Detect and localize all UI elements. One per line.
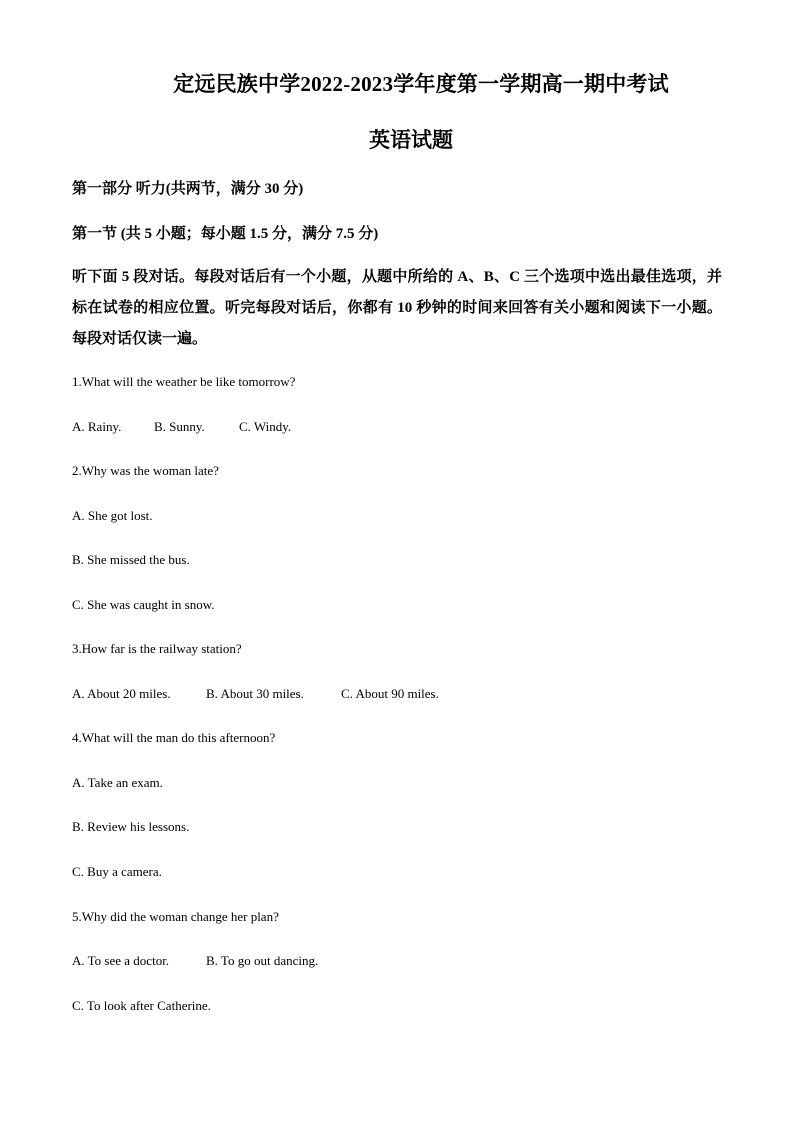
- question-4-option-c[interactable]: C. Buy a camera.: [72, 864, 162, 879]
- question-5-stem: 5.Why did the woman change her plan?: [72, 909, 279, 924]
- question-2-option-a[interactable]: A. She got lost.: [72, 508, 153, 523]
- question-5-options: [72, 953, 318, 969]
- listening-instructions: 听下面 5 段对话。每段对话后有一个小题，从题中所给的 A、B、C 三个选项中选出最佳选项，并标在试卷的相应位置。听完每段对话后，你都有 10 秒钟的时间来回答有关小题和阅读下一小题。每段对话仅读一遍。: [72, 269, 722, 347]
- question-3-stem: 3.How far is the railway station?: [72, 641, 242, 656]
- question-5-option-b[interactable]: B. To go out dancing.: [206, 953, 319, 968]
- question-4-option-a[interactable]: A. Take an exam.: [72, 775, 163, 790]
- question-1-option-b[interactable]: B. Sunny.: [154, 419, 205, 434]
- exam-title: 定远民族中学2022-2023学年度第一学期高一期中考试: [173, 72, 669, 96]
- question-2-option-c[interactable]: C. She was caught in snow.: [72, 597, 215, 612]
- question-1-option-a[interactable]: A. Rainy.: [72, 419, 122, 434]
- question-2-stem: 2.Why was the woman late?: [72, 463, 219, 478]
- question-4-option-b[interactable]: B. Review his lessons.: [72, 819, 190, 834]
- question-2-option-b[interactable]: B. She missed the bus.: [72, 552, 190, 567]
- exam-subtitle: 英语试题: [369, 128, 453, 152]
- question-3-options: [72, 686, 439, 702]
- question-1-options: [72, 419, 291, 435]
- question-1-option-c[interactable]: C. Windy.: [239, 419, 292, 434]
- question-1-stem: 1.What will the weather be like tomorrow?: [72, 374, 296, 389]
- section-heading: 第一节 (共 5 小题；每小题 1.5 分，满分 7.5 分): [72, 226, 379, 242]
- question-4-stem: 4.What will the man do this afternoon?: [72, 730, 276, 745]
- part-heading: 第一部分 听力(共两节，满分 30 分): [72, 181, 304, 197]
- question-5-option-c[interactable]: C. To look after Catherine.: [72, 998, 211, 1013]
- question-3-option-a[interactable]: A. About 20 miles.: [72, 686, 171, 701]
- question-3-option-b[interactable]: B. About 30 miles.: [206, 686, 304, 701]
- question-5-option-a[interactable]: A. To see a doctor.: [72, 953, 170, 968]
- question-3-option-c[interactable]: C. About 90 miles.: [341, 686, 439, 701]
